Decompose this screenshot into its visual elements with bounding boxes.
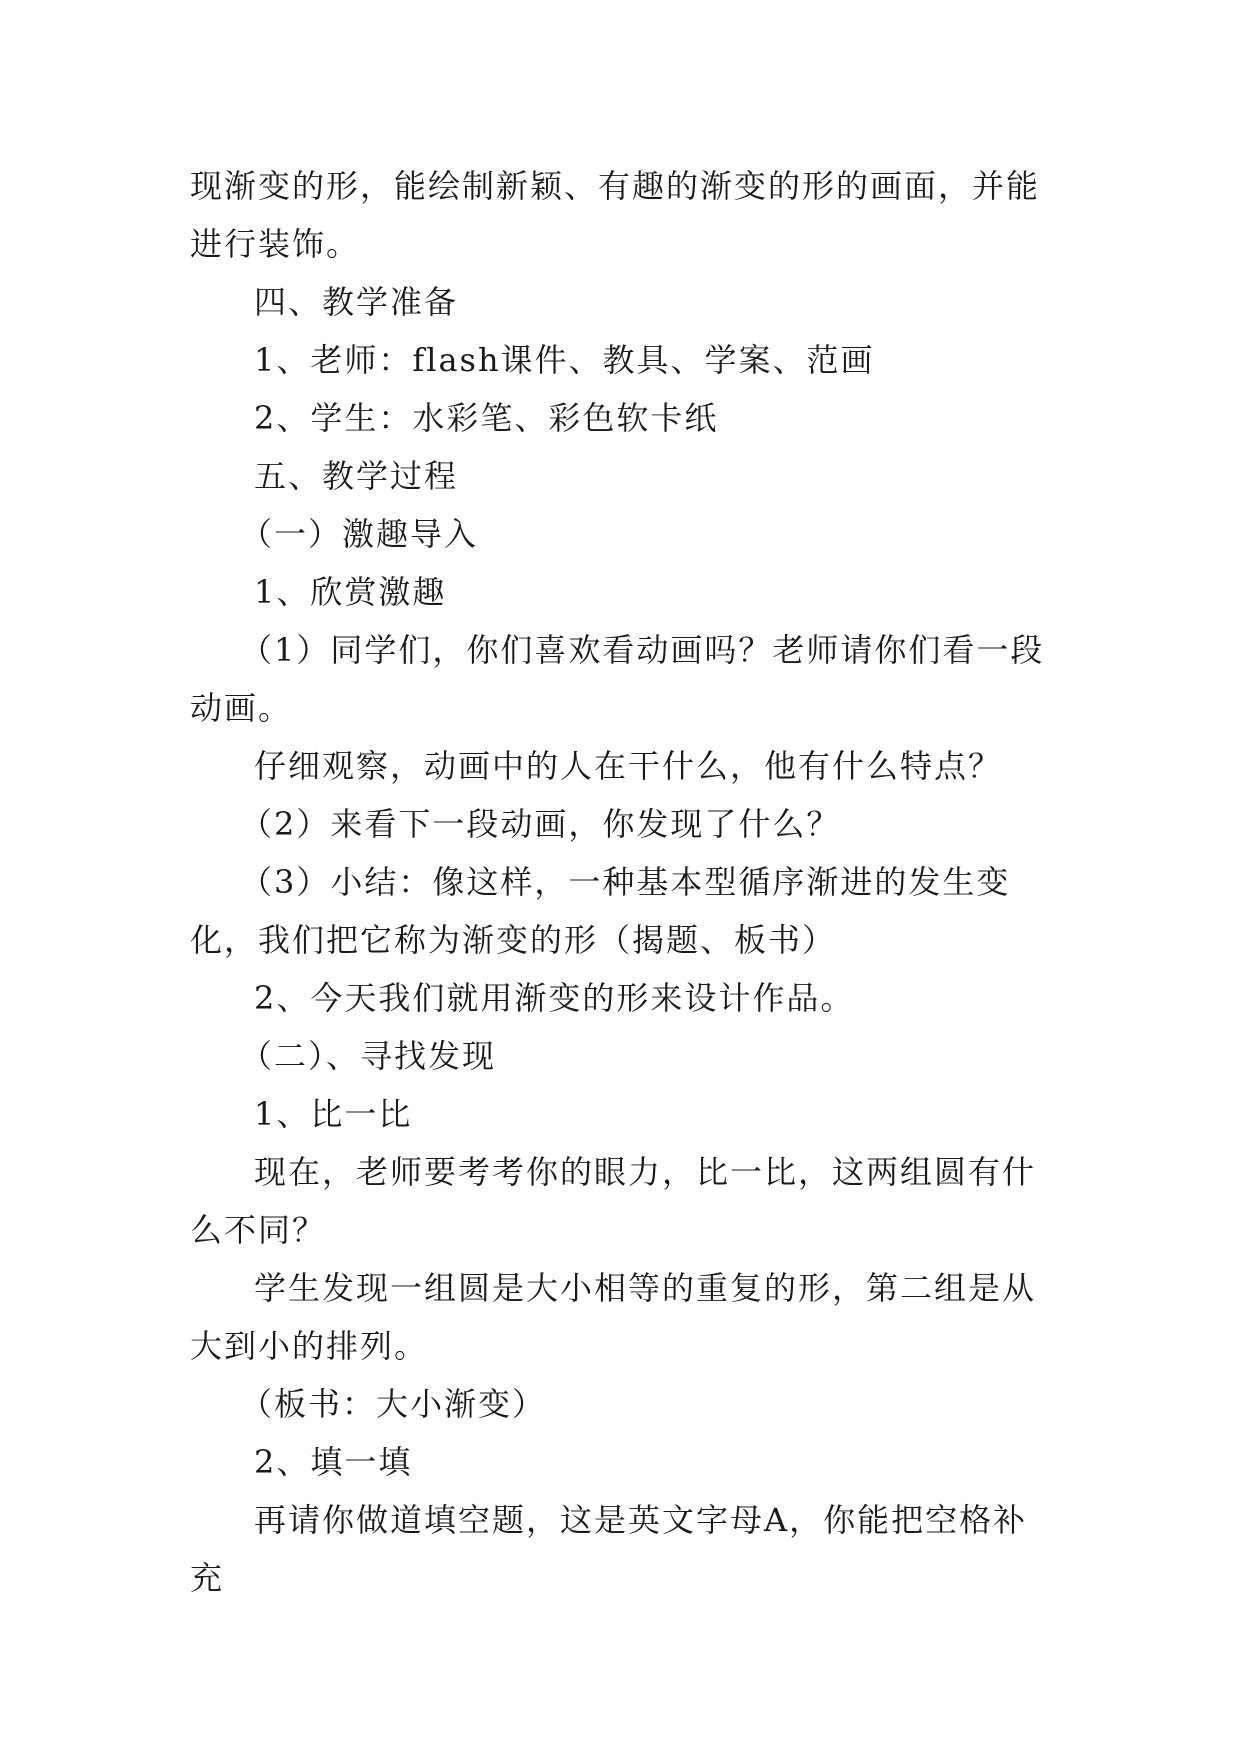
paragraph: （1）同学们，你们喜欢看动画吗？老师请你们看一段动画。 <box>190 631 1045 727</box>
paragraph: 学生发现一组圆是大小相等的重复的形，第二组是从大到小的排列。 <box>190 1269 1037 1365</box>
list-item: 2、填一填 <box>254 1443 413 1481</box>
list-item: 1、欣赏激趣 <box>254 573 447 611</box>
paragraph: 2、今天我们就用渐变的形来设计作品。 <box>254 979 855 1017</box>
paragraph: 再请你做道填空题，这是英文字母A，你能把空格补充 <box>190 1501 1028 1597</box>
section-heading: 四、教学准备 <box>254 283 459 321</box>
paragraph: （2）来看下一段动画，你发现了什么？ <box>240 805 841 843</box>
paragraph: 仔细观察，动画中的人在干什么，他有什么特点？ <box>254 747 1003 785</box>
list-item: 1、比一比 <box>254 1095 413 1133</box>
section-heading: 五、教学过程 <box>254 457 459 495</box>
list-item: 2、学生：水彩笔、彩色软卡纸 <box>254 399 719 437</box>
subsection-heading: （二）、寻找发现 <box>240 1037 497 1075</box>
document-body <box>190 157 1060 1607</box>
paragraph: （3）小结：像这样，一种基本型循序渐进的发生变化，我们把它称为渐变的形（揭题、板书） <box>190 863 1011 959</box>
list-item: 1、老师：flash课件、教具、学案、范画 <box>254 341 875 379</box>
subsection-heading: （一）激趣导入 <box>240 515 479 553</box>
paragraph: 现渐变的形，能绘制新颖、有趣的渐变的形的画面，并能进行装饰。 <box>190 167 1041 263</box>
paragraph: （板书：大小渐变） <box>240 1385 547 1423</box>
paragraph: 现在，老师要考考你的眼力，比一比，这两组圆有什么不同？ <box>190 1153 1037 1249</box>
